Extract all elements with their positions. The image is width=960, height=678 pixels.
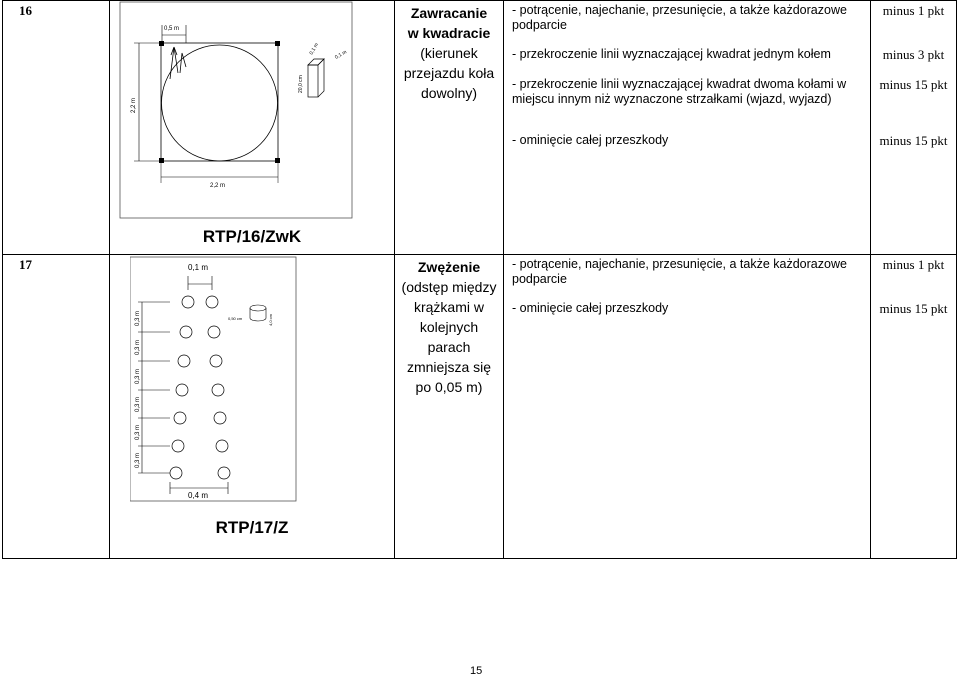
penalty-value: minus 3 pkt: [882, 47, 945, 62]
row-number-cell: [3, 255, 110, 559]
gap-label: 0,3 m: [135, 424, 141, 440]
figure-cell: [110, 255, 395, 559]
slalom-narrowing-diagram: [130, 256, 300, 504]
dim-bottom-label: 2,2 m: [210, 183, 226, 189]
gap-label: 0,3 m: [135, 339, 141, 355]
disk-height-label: 4,0 cm: [268, 313, 273, 326]
penalty-cell: [871, 1, 957, 255]
task-name-line: Zwężenie: [417, 259, 481, 275]
penalty-value: minus 1 pkt: [882, 257, 945, 272]
penalty-value: minus 1 pkt: [882, 3, 945, 18]
description-item: - przekroczenie linii wyznaczającej kwadrat dwoma kołami w miejscu innym niż wyznaczone strzałkami (wjazd, wyjazd): [512, 77, 847, 106]
dim-top-label: 0,5 m: [164, 26, 180, 32]
description-item: - ominięcie całej przeszkody: [512, 301, 669, 315]
figure-code: RTP/17/Z: [215, 518, 289, 537]
table-row-16: [3, 1, 957, 255]
square-turn-diagram: [114, 1, 354, 219]
description-item: - potrącenie, najechanie, przesunięcie, a także każdorazowe podparcie: [512, 257, 847, 286]
task-name-line: krążkami w: [413, 299, 484, 315]
gap-label: 0,3 m: [135, 452, 141, 468]
task-name-line: w kwadracie: [407, 25, 491, 41]
task-name-line: przejazdu koła: [403, 65, 495, 81]
description-cell: [504, 1, 871, 255]
task-name-line: parach: [427, 339, 471, 355]
penalty-value: minus 15 pkt: [879, 77, 948, 92]
penalty-cell: [871, 255, 957, 559]
page-number: 15: [470, 665, 483, 677]
row-number: 17: [19, 257, 32, 272]
dim-top-label: 0,1 m: [188, 263, 209, 272]
description-item: - potrącenie, najechanie, przesunięcie, a także każdorazowe podparcie: [512, 3, 847, 32]
dim-post-side-label: 20,0 cm: [298, 75, 304, 93]
task-name-cell: [395, 255, 504, 559]
description-item: - przekroczenie linii wyznaczającej kwadrat jednym kołem: [512, 47, 831, 61]
figure-code: RTP/16/ZwK: [202, 227, 302, 246]
task-name-line: po 0,05 m): [415, 379, 483, 395]
task-name-line: Zawracanie: [410, 5, 488, 21]
row-number-cell: [3, 1, 110, 255]
dim-side-label: 2,2 m: [131, 97, 137, 113]
scoring-table: [2, 0, 957, 559]
dim-post-w-label: 0,1 m: [334, 49, 348, 61]
gap-label: 0,3 m: [135, 396, 141, 412]
task-name-line: dowolny): [420, 85, 478, 101]
description-item: - ominięcie całej przeszkody: [512, 133, 669, 147]
description-cell: [504, 255, 871, 559]
gap-label: 0,3 m: [135, 368, 141, 384]
dim-bottom-label: 0,4 m: [188, 491, 209, 500]
dim-post-h-label: 0,1 m: [308, 42, 320, 56]
figure-cell: [110, 1, 395, 255]
task-name-line: (odstęp między: [401, 279, 497, 295]
gap-label: 0,3 m: [135, 310, 141, 326]
penalty-value: minus 15 pkt: [879, 301, 948, 316]
penalty-value: minus 15 pkt: [879, 133, 948, 148]
task-name-cell: [395, 1, 504, 255]
task-name-line: kolejnych: [419, 319, 479, 335]
task-name-line: zmniejsza się: [406, 359, 492, 375]
disk-width-label: 0,50 cm: [228, 316, 243, 321]
row-number: 16: [19, 3, 32, 18]
task-name-line: (kierunek: [420, 45, 478, 61]
table-row-17: [3, 255, 957, 559]
